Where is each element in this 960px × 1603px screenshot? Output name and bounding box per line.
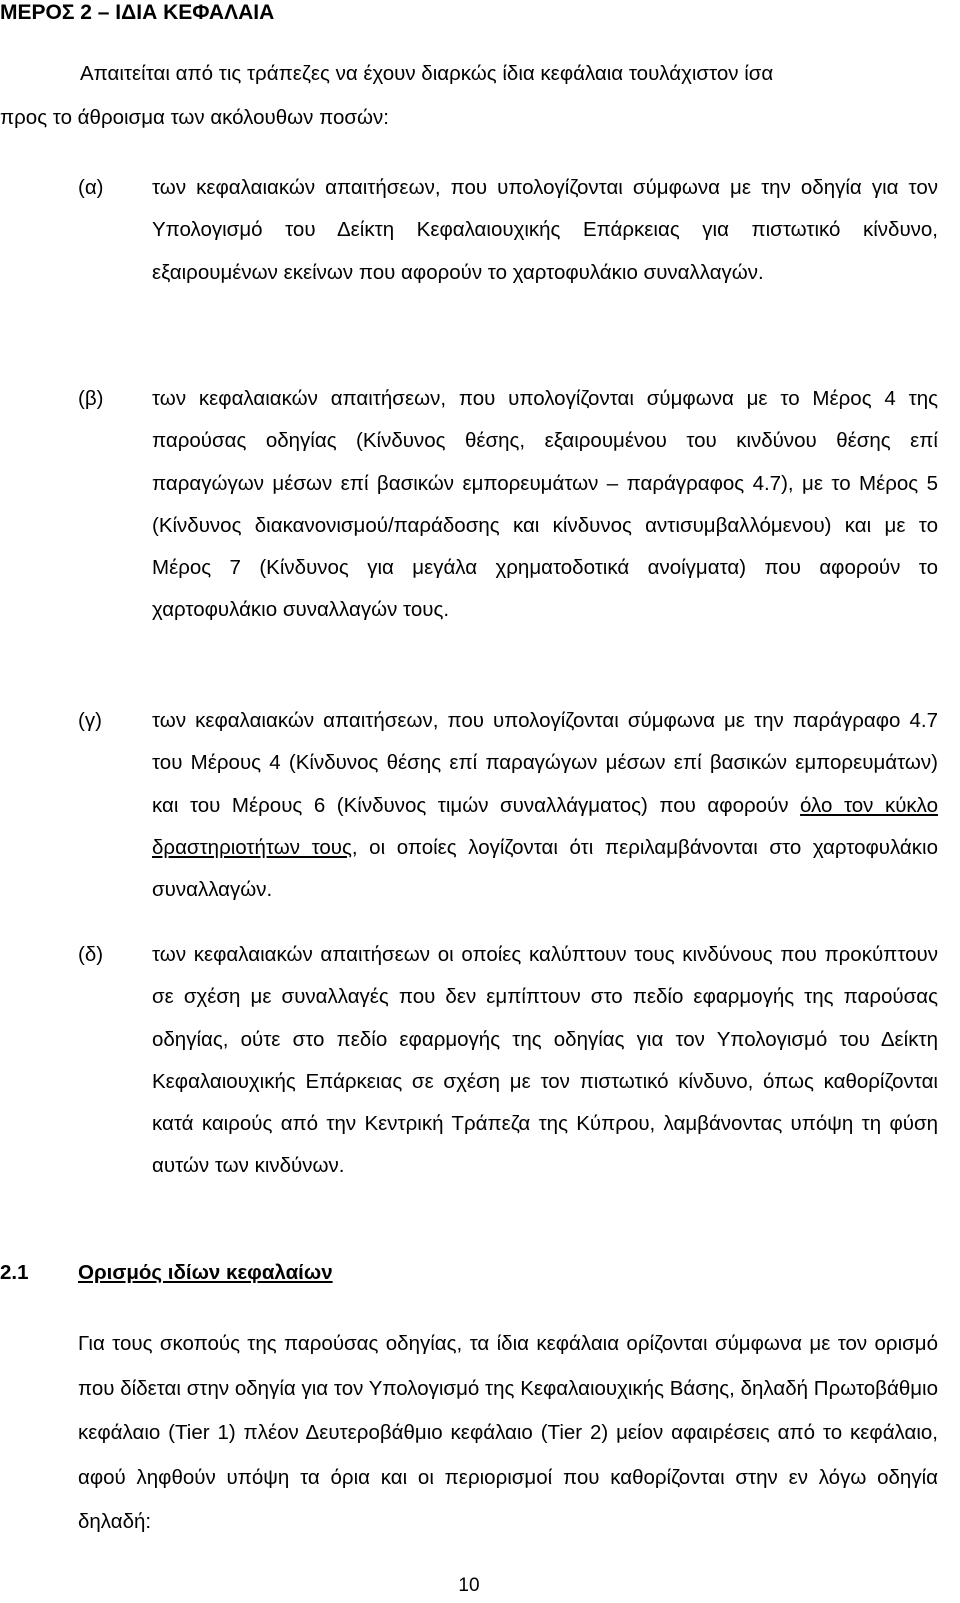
list-item-label: (β) xyxy=(78,387,104,410)
section-number: 2.1 xyxy=(0,1261,29,1284)
list-item-label: (γ) xyxy=(78,709,102,732)
list-item-text: των κεφαλαιακών απαιτήσεων, που υπολογίζονται σύμφωνα με το Μέρος 4 της παρούσας οδηγίας (Κίνδυνος θέσης, εξαιρουμένου του κινδύνου θέσης επί παραγώγων μέσων επί βασικών εμπορευμάτων – παράγραφος 4.7), με το Μέρος 5 (Κίνδυνος διακανονισμού/παράδοσης και κίνδυνος αντισυμβαλλόμενου) και με το Μέρος 7 (Κίνδυνος για μεγάλα χρηματοδοτικά ανοίγματα) που αφορούν το χαρτοφυλάκιο συναλλαγών τους. xyxy=(152,387,938,622)
list-item-text: των κεφαλαιακών απαιτήσεων οι οποίες καλύπτουν τους κινδύνους που προκύπτουν σε σχέση με συναλλαγές που δεν εμπίπτουν στο πεδίο εφαρμογής της παρούσας οδηγίας, ούτε στο πεδίο εφαρμογής της οδηγίας για τον Υπολογισμό του Δείκτη Κεφαλαιουχικής Επάρκειας σε σχέση με τον πιστωτικό κίνδυνο, όπως καθορίζονται κατά καιρούς από την Κεντρική Τράπεζα της Κύπρου, λαμβάνοντας υπόψη τη φύση αυτών των κινδύνων. xyxy=(152,943,938,1178)
list-item-text-end: , οι οποίες λογίζονται ότι περιλαμβάνονται στο χαρτοφυλάκιο συναλλαγών. xyxy=(152,835,938,902)
section-heading: Ορισμός ιδίων κεφαλαίων xyxy=(78,1261,333,1284)
intro-line-2: προς το άθροισμα των ακόλουθων ποσών: xyxy=(0,106,389,129)
part-title: ΜΕΡΟΣ 2 – ΙΔΙΑ ΚΕΦΑΛΑΙΑ xyxy=(0,1,275,24)
page-number: 10 xyxy=(458,1575,480,1596)
list-item-text-start: των κεφαλαιακών απαιτήσεων, που υπολογίζονται σύμφωνα με την παράγραφο 4.7 του Μέρους 4 (Κίνδυνος θέσης επί παραγώγων μέσων επί βασικών εμπορευμάτων) και του Μέρους 6 (Κίνδυνος τιμών συναλλάγματος) που αφορούν xyxy=(152,709,938,817)
section-body: Για τους σκοπούς της παρούσας οδηγίας, τα ίδια κεφάλαια ορίζονται σύμφωνα με τον ορισμό που δίδεται στην οδηγία για τον Υπολογισμό της Κεφαλαιουχικής Βάσης, δηλαδή Πρωτοβάθμιο κεφάλαιο (Tier 1) πλέον Δευτεροβάθμιο κεφάλαιο (Tier 2) μείον αφαιρέσεις από το κεφάλαιο, αφού ληφθούν υπόψη τα όρια και οι περιορισμοί που καθορίζονται στην εν λόγω οδηγία δηλαδή: xyxy=(78,1332,938,1533)
list-item-label: (α) xyxy=(78,176,104,199)
underlined-phrase: όλο τον κύκλο δραστηριοτήτων τους xyxy=(152,793,938,859)
list-item-text xyxy=(152,700,938,911)
list-item-text: των κεφαλαιακών απαιτήσεων, που υπολογίζονται σύμφωνα με την οδηγία για τον Υπολογισμό του Δείκτη Κεφαλαιουχικής Επάρκειας για πιστωτικό κίνδυνο, εξαιρουμένων εκείνων που αφορούν το χαρτοφυλάκιο συναλλαγών. xyxy=(152,176,938,284)
intro-line-1: Απαιτείται από τις τράπεζες να έχουν διαρκώς ίδια κεφάλαια τουλάχιστον ίσα xyxy=(80,62,774,85)
list-item-label: (δ) xyxy=(78,943,104,966)
intro-paragraph xyxy=(0,52,938,140)
